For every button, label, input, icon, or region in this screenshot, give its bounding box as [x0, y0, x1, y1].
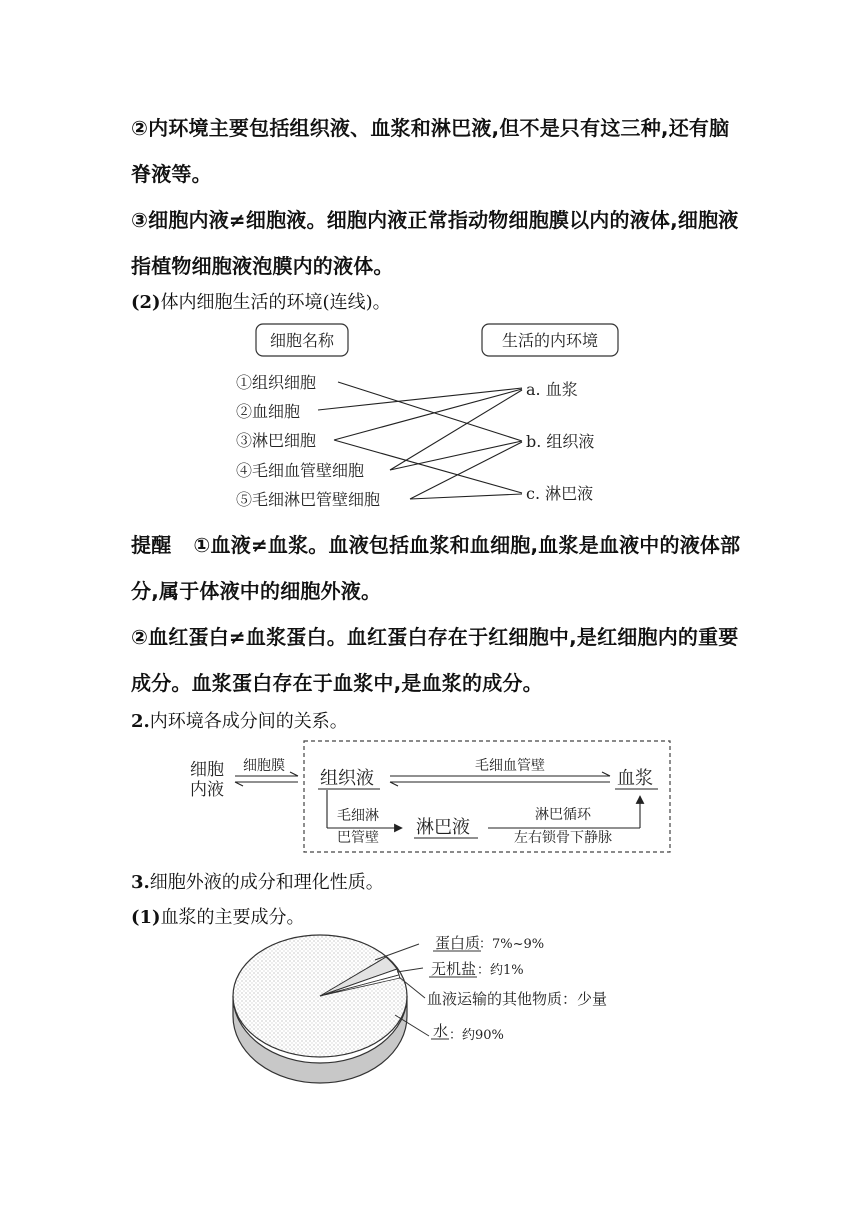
paragraph-text: 指植物细胞液泡膜内的液体。 — [131, 254, 394, 278]
tip-line — [131, 529, 740, 558]
section-heading — [131, 707, 348, 733]
connector-lines — [318, 382, 522, 499]
leader-line — [375, 944, 419, 960]
lymph-wall-label: 巴管壁 — [337, 830, 379, 846]
water-label: 水 — [433, 1022, 449, 1040]
arrow-head — [290, 772, 298, 776]
cell-item: ①组织细胞 — [236, 373, 317, 392]
tissue-fluid-label: 组织液 — [320, 768, 374, 789]
connector-line — [318, 388, 522, 410]
cell-item: ③淋巴细胞 — [236, 431, 317, 450]
tip-label: 提醒 — [131, 533, 172, 557]
membrane-label: 细胞膜 — [243, 758, 285, 774]
connector-line — [410, 494, 522, 499]
section-title: 体内细胞生活的环境(连线)。 — [160, 292, 391, 313]
paragraph-text: ③细胞内液≠细胞液。细胞内液正常指动物细胞膜以内的液体,细胞液 — [131, 208, 739, 232]
section-title: 血浆的主要成分。 — [160, 907, 305, 928]
env-item: b. 组织液 — [526, 432, 595, 451]
section-number: (2) — [131, 292, 161, 313]
connector-line — [390, 390, 522, 470]
section-number: (1) — [131, 907, 161, 928]
paragraph-text: ②内环境主要包括组织液、血浆和淋巴液,但不是只有这三种,还有脑 — [131, 116, 730, 140]
intracellular-label: 内液 — [190, 780, 224, 800]
arrow-head — [602, 772, 610, 776]
protein-value: ：7%~9% — [479, 937, 545, 952]
relation-diagram — [180, 738, 680, 858]
matching-diagram — [220, 318, 640, 518]
tip-text: ①血液≠血浆。血液包括血浆和血细胞,血浆是血液中的液体部 — [193, 533, 741, 557]
salt-label: 无机盐 — [431, 960, 477, 978]
arrow-head — [390, 782, 398, 786]
section-number: 2. — [131, 711, 150, 732]
cell-item: ②血细胞 — [236, 402, 301, 421]
paragraph-text: 脊液等。 — [131, 162, 212, 186]
vein-label: 左右锁骨下静脉 — [514, 830, 612, 846]
plasma-composition-pie — [225, 928, 645, 1088]
paragraph-text: ②血红蛋白≠血浆蛋白。血红蛋白存在于红细胞中,是红细胞内的重要 — [131, 625, 739, 649]
cell-item: ⑤毛细淋巴管壁细胞 — [236, 490, 381, 509]
protein-label: 蛋白质 — [435, 934, 481, 952]
section-heading — [131, 288, 391, 314]
plasma-label: 血浆 — [617, 768, 653, 789]
section-title: 细胞外液的成分和理化性质。 — [149, 872, 384, 893]
section-heading — [131, 903, 305, 929]
env-item: c. 淋巴液 — [526, 484, 594, 503]
leader-line — [397, 968, 423, 972]
connector-line — [410, 442, 522, 499]
lymph-circulation-label: 淋巴循环 — [535, 807, 591, 823]
paragraph-text: 成分。血浆蛋白存在于血浆中,是血浆的成分。 — [131, 671, 543, 695]
section-number: 3. — [131, 872, 150, 893]
lymph-label: 淋巴液 — [416, 817, 470, 838]
arrow-head — [235, 782, 243, 786]
paragraph-text: 分,属于体液中的细胞外液。 — [131, 579, 382, 603]
water-value: ：约90% — [449, 1028, 504, 1043]
other-label: 血液运输的其他物质：少量 — [427, 990, 608, 1008]
section-heading — [131, 868, 384, 894]
section-title: 内环境各成分间的关系。 — [149, 711, 348, 732]
env-item: a. 血浆 — [526, 380, 578, 399]
left-header: 细胞名称 — [269, 331, 335, 350]
intracellular-label: 细胞 — [190, 760, 224, 780]
connector-line — [390, 441, 522, 470]
salt-value: ：约1% — [477, 963, 524, 978]
cell-item: ④毛细血管壁细胞 — [236, 461, 365, 480]
capillary-wall-label: 毛细血管壁 — [475, 758, 545, 774]
right-header: 生活的内环境 — [501, 331, 599, 350]
lymph-wall-label: 毛细淋 — [337, 808, 379, 824]
